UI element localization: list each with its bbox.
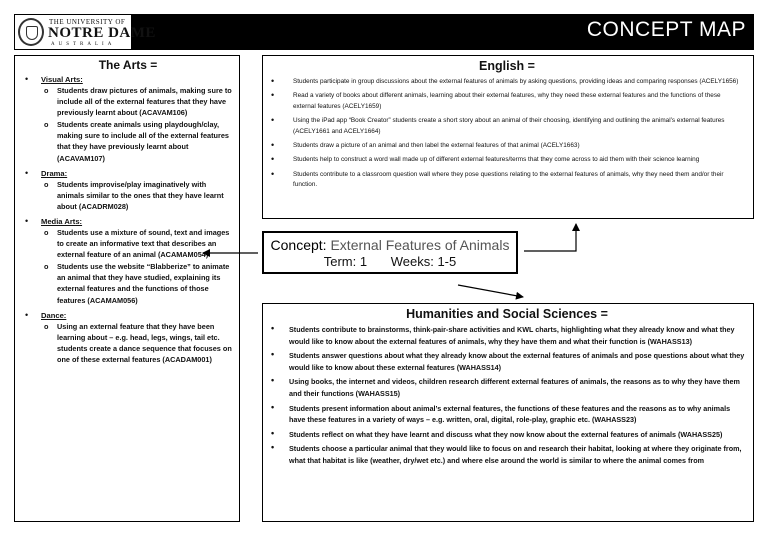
arts-title: The Arts = xyxy=(98,58,158,72)
section-title: • Dance: xyxy=(41,310,67,320)
arts-section-visual xyxy=(23,75,233,164)
hass-title: Humanities and Social Sciences = xyxy=(406,307,608,321)
section-title: • Visual Arts: xyxy=(41,75,83,84)
list-item: • Students contribute to brainstorms, think-pair-share activities and KWL charts, highlighting what they already know and what they would like to know about the external features of animals, why they have them and what their function is (WAHASS13) xyxy=(269,324,745,347)
university-logo xyxy=(14,14,156,50)
hass-box xyxy=(262,303,754,522)
list-item: • Students present information about animal’s external features, the functions of these features and the reasons as to why animals have these features in a variety of ways – e.g. written, oral, digital, role-play, graphic etc. (WAHASS23) xyxy=(269,403,745,426)
arts-section-drama xyxy=(23,169,233,212)
list-item: o Students create animals using playdough/clay, making sure to include all of the external features that they have previously learnt about (ACAVAM107) xyxy=(41,119,233,163)
hass-list xyxy=(269,324,745,467)
list-item: • Read a variety of books about different animals, learning about their external features, why they need these external features and the functions of these external features (ACELY1659) xyxy=(269,91,745,112)
header-banner xyxy=(14,14,754,50)
english-list xyxy=(269,77,745,191)
list-item: • Students help to construct a word wall made up of different external features/terms that they come across to aid them with their science learning xyxy=(269,155,745,165)
list-item: o Students use the website “Blabberize” to animate an animal that they have studied, explaining its external features and the functions of those features (ACAMAM056) xyxy=(41,261,233,305)
term-line xyxy=(264,254,516,269)
arts-box xyxy=(14,55,240,522)
list-item: • Using books, the internet and videos, children research different external features of animals, the reasons as to why they have them and their functions (WAHASS15) xyxy=(269,376,745,399)
section-title: • Media Arts: xyxy=(41,216,83,226)
english-title: English = xyxy=(479,59,535,73)
logo-line-1: THE UNIVERSITY OF xyxy=(49,18,126,26)
list-item: o Students improvise/play imaginatively with animals similar to the ones that they have learnt about (ACADRM028) xyxy=(41,179,233,212)
list-item: • Students answer questions about what they already know about the external features of animals and pose questions about what they would like to know about these external features (WAHASS14) xyxy=(269,350,745,373)
list-item: o Students draw pictures of animals, making sure to include all of the external features that they have previously learnt about (ACAVAM106) xyxy=(41,85,233,118)
list-item: o Students use a mixture of sound, text and images to create an informative text that describes an external feature of an animal (ACAMAM054) xyxy=(41,227,233,260)
logo-line-2: NOTRE DAME xyxy=(48,25,156,41)
list-item: • Students contribute to a classroom question wall where they pose questions relating to the external features of animals, why they need them and/or their function. xyxy=(269,170,745,191)
weeks-text: Weeks: 1-5 xyxy=(390,254,457,269)
english-box xyxy=(262,55,754,219)
page-title: CONCEPT MAP xyxy=(586,18,746,41)
list-item: • Students choose a particular animal that they would like to focus on and research their habitat, looking at where they originate from, what that habitat is like (weather, dry/wet etc.) and where else around the world is similar to where the animal comes from xyxy=(269,443,745,466)
list-item: o Using an external feature that they have been learning about – e.g. head, legs, wings, tail etc. students create a dance sequence that focuses on one of these external features (ACADAM001) xyxy=(41,321,233,365)
concept-line xyxy=(264,237,516,253)
list-item: • Students reflect on what they have learnt and discuss what they now know about the external features of animals (WAHASS25) xyxy=(269,429,745,441)
list-item: • Using the iPad app “Book Creator” students create a short story about an animal of their choosing, identifying and outlining the animal’s external features (ACELY1661 and ACELY1664) xyxy=(269,116,745,137)
logo-line-3: AUSTRALIA xyxy=(51,42,116,47)
arts-sections xyxy=(23,75,233,365)
arrow-to-hass xyxy=(458,285,523,297)
concept-label: Concept: xyxy=(270,237,327,253)
section-title: • Drama: xyxy=(41,168,68,178)
arts-section-media xyxy=(23,217,233,306)
list-item: • Students participate in group discussions about the external features of animals by asking questions, providing ideas and comparing responses (ACELY1656) xyxy=(269,77,745,87)
crest-icon xyxy=(18,18,44,46)
arts-section-dance xyxy=(23,311,233,365)
arrow-to-english xyxy=(524,224,576,251)
term-text: Term: 1 xyxy=(323,254,368,269)
concept-box xyxy=(262,231,518,274)
concept-value: External Features of Animals xyxy=(330,237,510,253)
list-item: • Students draw a picture of an animal and then label the external features of that animal (ACELY1663) xyxy=(269,141,745,151)
